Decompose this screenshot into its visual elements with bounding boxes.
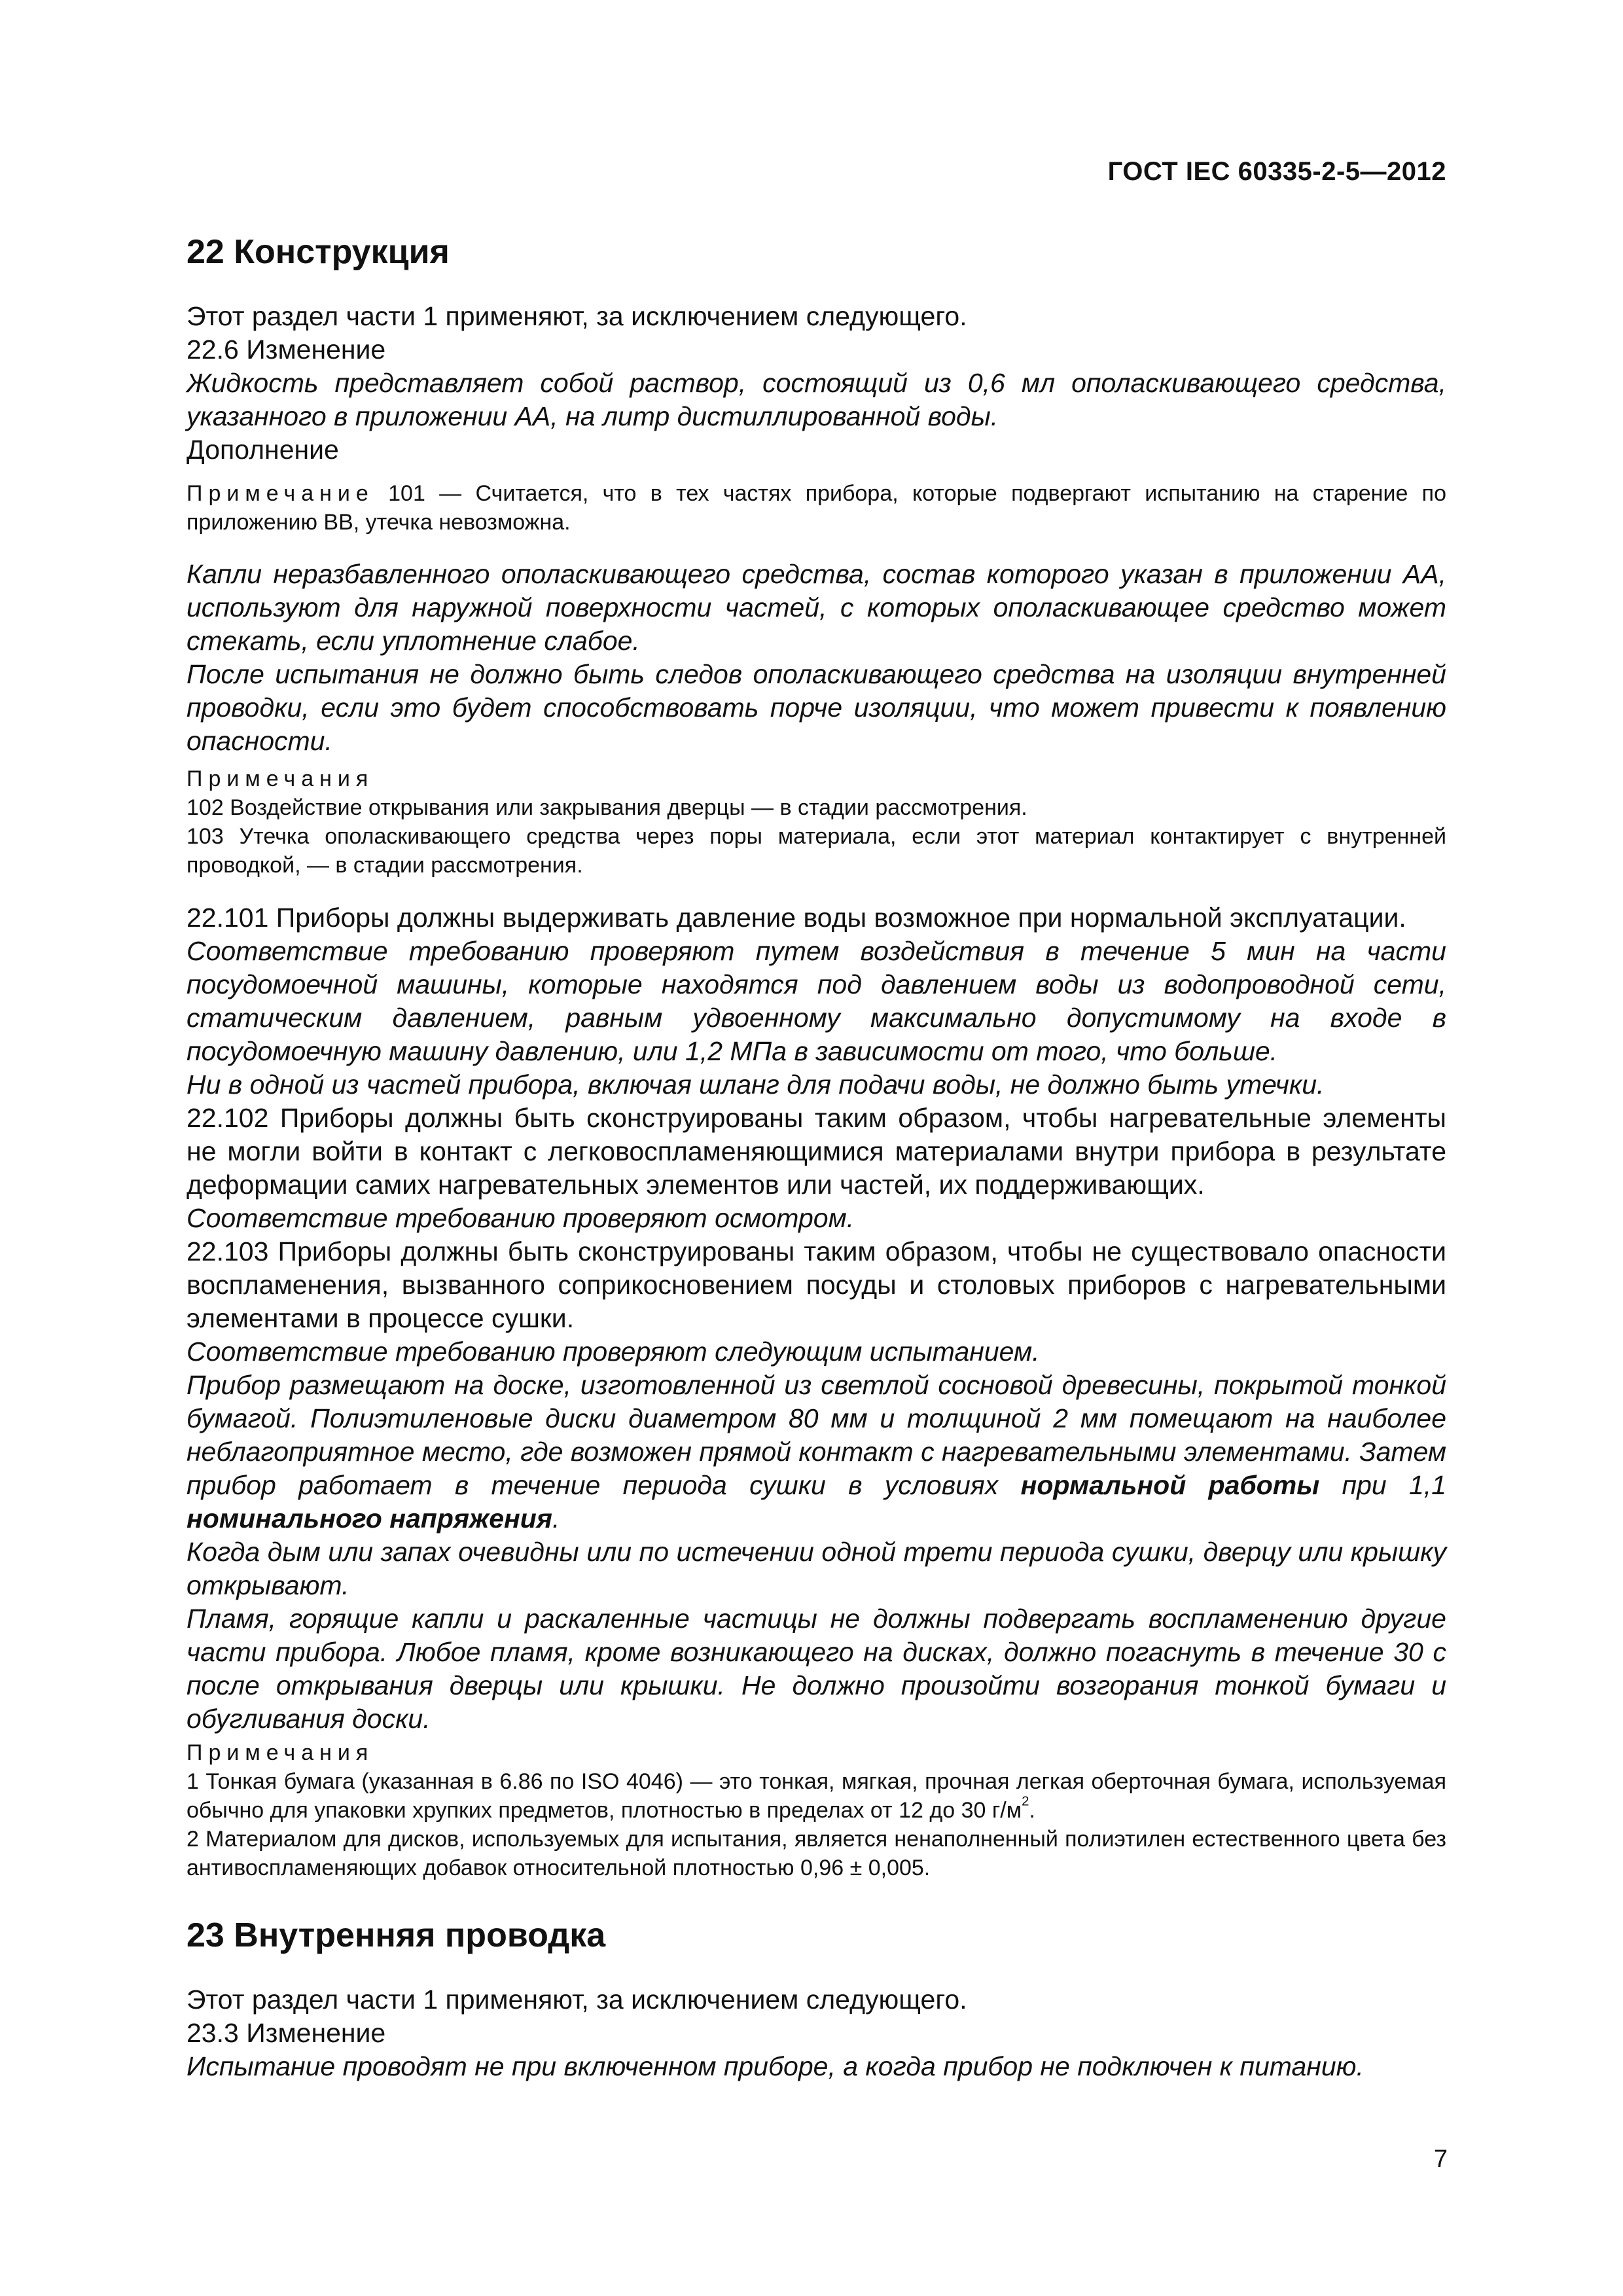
note-102: 102 Воздействие открывания или закрывания дверцы — в стадии рассмотрения. (187, 795, 1027, 820)
note-label: Примечание (187, 481, 374, 506)
note-103: 103 Утечка ополаскивающего средства через поры материала, если этот материал контактирует с внутренней проводкой, — в стадии рассмотрения. (187, 824, 1446, 878)
section-22-title: 22 Конструкция (187, 233, 450, 271)
clauses-22-101-to-22-103 (187, 901, 1446, 1736)
notes-102-103 (187, 764, 1446, 880)
clause-22-102: 22.102 Приборы должны быть сконструированы таким образом, чтобы нагревательные элементы не могли войти в контакт с легковоспламеняющимися материалами внутри прибора в результате деформации самих нагревательных элементов или частей, их поддерживающих. (187, 1103, 1446, 1200)
term-rated-voltage: номинального напряжения (187, 1503, 552, 1534)
term-normal-operation: нормальной работы (1020, 1470, 1320, 1500)
section-22-intro-block (187, 300, 1446, 467)
notes-1-2 (187, 1738, 1446, 1882)
section-intro: Этот раздел части 1 применяют, за исключением следующего. (187, 301, 967, 331)
clause-23-3: 23.3 Изменение (187, 2018, 386, 2048)
clause-22-103-flame: Пламя, горящие капли и раскаленные частицы не должны подвергать воспламенению другие части прибора. Любое пламя, кроме возникающего на дисках, должно погаснуть в течение 30 с после открывания дверцы или крышки. Не должно произойти возгорания тонкой бумаги и обугливания доски. (187, 1604, 1446, 1734)
page-number: 7 (1433, 2145, 1448, 2173)
note-2: 2 Материалом для дисков, используемых для испытания, является ненаполненный полиэтилен естественного цвета без антивоспламеняющих добавок относительной плотностью 0,96 ± 0,005. (187, 1827, 1446, 1880)
clause-22-103: 22.103 Приборы должны быть сконструированы таким образом, чтобы не существовало опасности воспламенения, вызванного соприкосновением посуды и столовых приборов с нагревательными элементами в процессе сушки. (187, 1236, 1446, 1333)
notes-label: Примечания (187, 766, 374, 791)
clause-22-103-door-open: Когда дым или запах очевидны или по истечении одной трети периода сушки, дверцу или крышку открывают. (187, 1537, 1446, 1600)
addition-label: Дополнение (187, 435, 339, 465)
clause-22-101-leak: Ни в одной из частей прибора, включая шланг для подачи воды, не должно быть утечки. (187, 1069, 1325, 1100)
drops-paragraph: Капли неразбавленного ополаскивающего средства, состав которого указан в приложении АА, используют для наружной поверхности частей, с которых ополаскивающее средство может стекать, если уплотнение слабое. (187, 559, 1446, 656)
drops-paragraphs (187, 558, 1446, 758)
clause-22-101: 22.101 Приборы должны выдерживать давление воды возможное при нормальной эксплуатации. (187, 903, 1406, 933)
clause-22-6-text: Жидкость представляет собой раствор, состоящий из 0,6 мл ополаскивающего средства, указанного в приложении АА, на литр дистиллированной воды. (187, 368, 1446, 431)
clause-23-3-text: Испытание проводят не при включенном приборе, а когда прибор не подключен к питанию. (187, 2051, 1364, 2081)
clause-22-6: 22.6 Изменение (187, 334, 386, 365)
section-23-block (187, 1983, 1446, 2083)
notes-label: Примечания (187, 1740, 374, 1765)
clause-22-101-check: Соответствие требованию проверяют путем воздействия в течение 5 мин на части посудомоечной машины, которые находятся под давлением воды из водопроводной сети, статическим давлением, равным удвоенному максимально допустимому на входе в посудомоечную машину давлению, или 1,2 МПа в зависимости от того, что больше. (187, 936, 1446, 1066)
note-101-text: 101 — Считается, что в тех частях прибора, которые подвергают испытанию на старение по приложению ВВ, утечка невозможна. (187, 481, 1447, 535)
note-101 (187, 479, 1446, 537)
standard-header: ГОСТ IEC 60335-2-5—2012 (1107, 157, 1446, 186)
clause-22-102-check: Соответствие требованию проверяют осмотром. (187, 1203, 855, 1233)
after-test-paragraph: После испытания не должно быть следов ополаскивающего средства на изоляции внутренней проводки, если это будет способствовать порче изоляции, что может привести к появлению опасности. (187, 659, 1446, 756)
clause-22-103-test-procedure: Прибор размещают на доске, изготовленной из светлой сосновой древесины, покрытой тонкой бумагой. Полиэтиленовые диски диаметром 80 мм и толщиной 2 мм помещают на наиболее неблагоприятное место, где возможен прямой контакт с нагревательными элементами. Затем прибор работает в течение периода сушки в условиях нормальной работы при 1,1 номинального напряжения. (187, 1370, 1446, 1534)
clause-22-103-check: Соответствие требованию проверяют следующим испытанием. (187, 1336, 1040, 1367)
section-23-title: 23 Внутренняя проводка (187, 1916, 606, 1954)
section-intro: Этот раздел части 1 применяют, за исключением следующего. (187, 1984, 967, 2015)
note-1: 1 Тонкая бумага (указанная в 6.86 по ISO 4046) — это тонкая, мягкая, прочная легкая оберточная бумага, используемая обычно для упаковки хрупких предметов, плотностью в пределах от 12 до 30 $г/м^2$. (187, 1769, 1446, 1823)
